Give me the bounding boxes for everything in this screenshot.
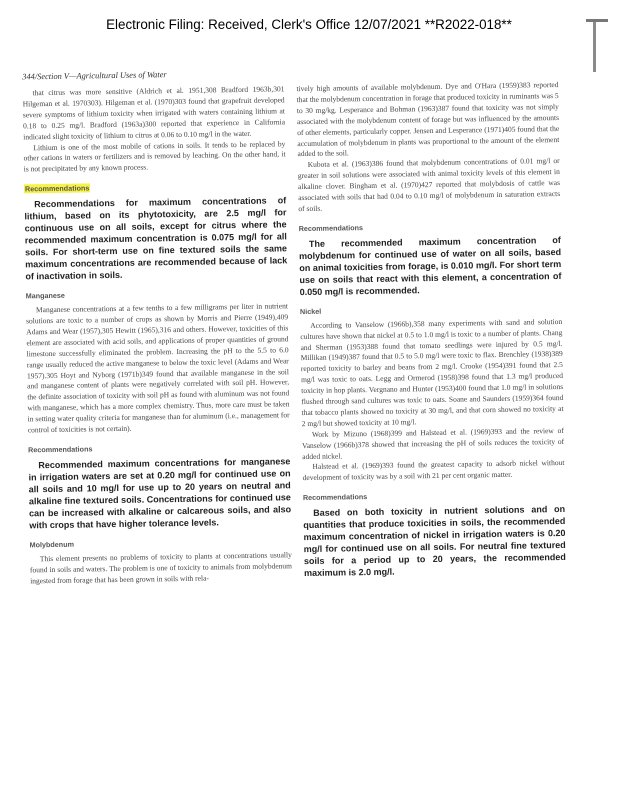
paragraph: According to Vanselow (1966b),358 many experiments with sand and solution cultures have shown that nickel at 0.5 to 1.0 mg/l is toxic to a number of plants. Chang and Sherman (1953)388 found that tomato seedlings were injured by 0.5 mg/l. Millikan (1949)387 found that 0.5 to 5.0 mg/l were toxic to flax. Brenchley (1938)389 reported toxicity to barley and beans from 2 mg/l. Crooke (1954)391 found that 2.5 mg/l was toxic to oats. Legg and Ormerod (1958)398 found that 1.3 mg/l produced toxicity in hop plants. Vergnano and Hunter (1953)400 found that 1.0 mg/l in solutions flushed through sand cultures was toxic to oats. Soane and Saunders (1959)364 found that tobacco plants showed no toxicity at 30 mg/l, and that corn showed no toxicity at 2 mg/l but showed toxicity at 10 mg/l. bbox=[300, 316, 564, 428]
paragraph: Manganese concentrations at a few tenths to a few milligrams per liter in nutrient solutions are toxic to a number of crops as shown by Morris and Pierre (1949),409 Adams and Wear (1957),305 Hewitt (1965),316 and others. However, toxicities of this element are associated with acid soils, and applications of proper quantities of ground limestone successfully eliminated the problem. Increasing the pH to the 5.5 to 6.0 range usually reduced the active manganese to below the toxic level (Adams and Wear 1957).305 Hoyt and Nyborg (1971b)349 found that available manganese in the soil and manganese content of plants were negatively correlated with soil pH. However, the definite association of toxicity with soil pH as found with aluminum was not found with manganese, which has a more complex chemistry. Thus, more care must be taken in setting water quality criteria for manganese than for aluminum (i.e., management for control of toxicities is not certain). bbox=[26, 301, 290, 435]
paragraph: Kubota et al. (1963)386 found that molybdenum concentrations of 0.01 mg/l or greater in soil solutions were associated with animal toxicity levels of this element in alkaline clover. Bingham et al. (1970)427 reported that molybdosis of cattle was associated with soils that had 0.04 to 0.10 mg/l of molybdenum in saturation extracts of soils. bbox=[297, 156, 561, 214]
paragraph: Work by Mizuno (1968)399 and Halstead et al. (1969)393 and the review of Vanselow (1966b)378 showed that increasing the pH of soils reduces the toxicity of added nickel. bbox=[302, 425, 565, 461]
section-heading: Nickel bbox=[299, 306, 322, 316]
paragraph: tively high amounts of available molybdenum. Dye and O'Hara (1959)383 reported that the molybdenum concentration in forage that produced toxicity in ruminants was 5 to 30 mg/kg. Lesperance and Bohman (1963)387 found that toxicity was not simply associated with the molybdenum content of forage but was influenced by the amounts of other elements, particularly copper. Jensen and Lesperance (1971)405 found that the accumulation of molybdenum in plants was proportional to the amount of the element added to the soil. bbox=[296, 80, 560, 159]
section-heading: Recommendations bbox=[302, 492, 368, 503]
paragraph: This element presents no problems of toxicity to plants at concentrations usually found in soils and waters. The problem is one of toxicity to animals from molybdenum ingested from forage that has been grown in soils with rela- bbox=[29, 550, 293, 585]
section-heading: Recommendations bbox=[298, 222, 364, 233]
section-heading: Molybdenum bbox=[29, 539, 75, 550]
left-column bbox=[22, 84, 292, 587]
paragraph: Halstead et al. (1969)393 found the greatest capacity to adsorb nickel without development of toxicity was by a soil with 21 per cent organic matter. bbox=[302, 458, 565, 483]
recommendation-text: Recommended maximum concentrations for manganese in irrigation waters are set at 0.20 mg/l for continued use on all soils and 10 mg/l for use up to 20 years on neutral and alkaline fine textured soils. Concentrations for continued use can be increased with alkaline or calcareous soils, and also with crops that have higher tolerance levels. bbox=[28, 456, 292, 531]
recommendation-text: The recommended maximum concentration of molybdenum for continued use of water on all soils, based on animal toxicities from forage, is 0.010 mg/l. For short term use on soils that react with this element, a concentration of 0.050 mg/l is recommended. bbox=[299, 234, 562, 297]
highlighted-heading: Recommendations bbox=[24, 183, 90, 194]
binder-clip-top bbox=[586, 19, 608, 22]
paragraph: Lithium is one of the most mobile of cations in soils. It tends to be replaced by other cations in waters or fertilizers and is removed by leaching. On the other hand, it is not precipitated by any known process. bbox=[23, 138, 286, 174]
recommendation-text: Based on both toxicity in nutrient solutions and on quantities that produce toxicities in soils, the recommended maximum concentration of nickel in irrigation waters is 0.20 mg/l for continued use on all soils. For neutral fine textured soils for a period up to 20 years, the recommended maximum is 2.0 mg/l. bbox=[303, 504, 566, 579]
filing-stamp: Electronic Filing: Received, Clerk's Office 12/07/2021 **R2022-018** bbox=[106, 17, 512, 32]
paragraph: that citrus was more sensitive (Aldrich et al. 1951,308 Bradford 1963b,301 Hilgeman et al. 1970303). Hilgeman et al. (1970)303 found that grapefruit developed severe symptoms of lithium toxicity when irrigated with waters containing lithium at 0.18 to 0.25 mg/l. Bradford (1963a)300 reported that experience in California indicated slight toxicity of lithium to citrus at 0.06 to 0.10 mg/l in the water. bbox=[22, 84, 286, 142]
right-column bbox=[296, 80, 566, 579]
running-head: 344/Section V—Agricultural Uses of Water bbox=[22, 70, 167, 82]
document-page bbox=[14, 53, 605, 792]
section-heading: Recommendations bbox=[28, 444, 93, 455]
section-heading bbox=[24, 181, 286, 196]
section-heading: Manganese bbox=[25, 290, 65, 301]
recommendation-text: Recommendations for maximum concentrations of lithium, based on its phytotoxicity, are 2.5 mg/l for continuous use on all soils, except for citrus where the recommended maximum concentration is 0.075 mg/l for all soils. For short-term use on fine textured soils the same maximum concentrations are recommended because of lack of inactivation in soils. bbox=[24, 195, 288, 282]
